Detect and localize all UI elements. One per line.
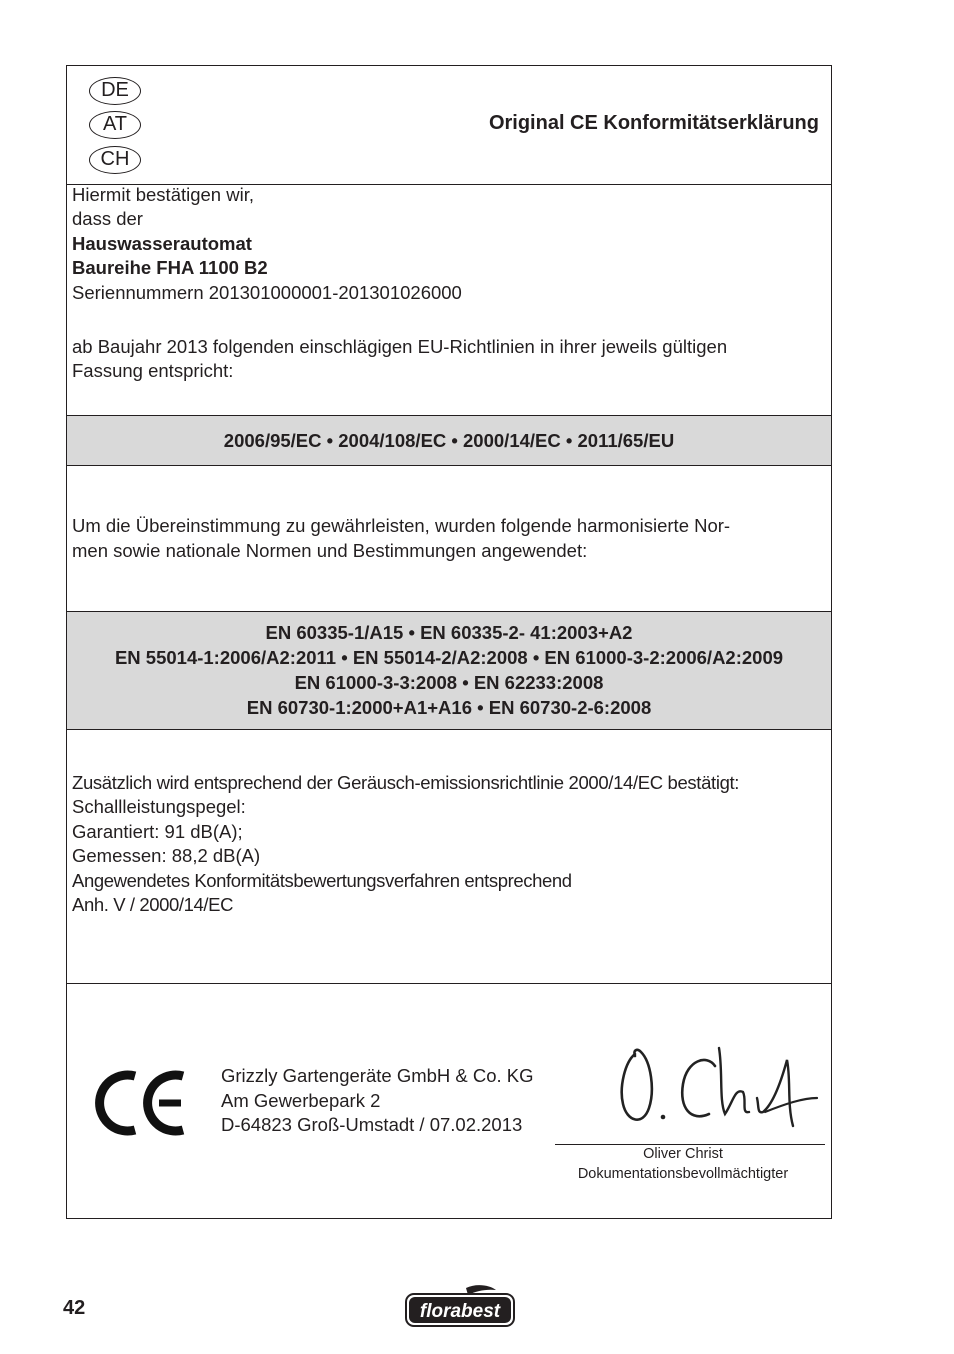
product-series: Baureihe FHA 1100 B2 <box>72 257 268 278</box>
noise-guaranteed: Garantiert: 91 dB(A); <box>72 821 243 842</box>
intro-section <box>67 184 831 415</box>
noise-line-1: Zusätzlich wird entsprechend der Geräusch-emissionsrichtlinie 2000/14/EC bestätigt: <box>72 772 740 793</box>
signatory-role: Dokumentationsbevollmächtigter <box>577 1165 789 1182</box>
declaration-frame <box>66 65 832 1219</box>
country-badge-ch: CH <box>89 146 141 174</box>
norms-line-2: EN 55014-1:2006/A2:2011 • EN 55014-2/A2:2008 • EN 61000-3-2:2006/A2:2009 <box>114 647 784 668</box>
directives-section <box>67 415 831 465</box>
directives-list: 2006/95/EC • 2004/108/EC • 2000/14/EC • 2011/65/EU <box>223 430 675 451</box>
intro-text-1: ab Baujahr 2013 folgenden einschlägigen EU-Richtlinien in ihrer jeweils gültigen <box>72 336 728 357</box>
florabest-logo <box>404 1284 516 1328</box>
page-number: 42 <box>63 1297 86 1319</box>
handwritten-signature <box>615 1042 821 1142</box>
norms-intro-section <box>67 465 831 611</box>
company-name: Grizzly Gartengeräte GmbH & Co. KG <box>221 1065 534 1086</box>
norms-intro-line-2: men sowie nationale Normen und Bestimmungen angewendet: <box>72 540 588 561</box>
noise-section <box>67 729 831 983</box>
document-title: Original CE Konformitätserklärung <box>488 112 819 134</box>
intro-line-1: Hiermit bestätigen wir, <box>72 184 254 205</box>
signature-section <box>67 983 831 1219</box>
noise-line-2: Schallleistungspegel: <box>72 796 246 817</box>
product-name: Hauswasserautomat <box>72 233 252 254</box>
norms-line-3: EN 61000-3-3:2008 • EN 62233:2008 <box>294 672 604 693</box>
intro-line-2: dass der <box>72 208 143 229</box>
norms-line-4: EN 60730-1:2000+A1+A16 • EN 60730-2-6:2008 <box>246 697 652 718</box>
company-city-date: D-64823 Groß-Umstadt / 07.02.2013 <box>221 1114 523 1135</box>
norms-intro-line-1: Um die Übereinstimmung zu gewährleisten, wurden folgende harmonisierte Nor- <box>72 515 731 536</box>
company-street: Am Gewerbepark 2 <box>221 1089 381 1111</box>
noise-measured: Gemessen: 88,2 dB(A) <box>72 845 261 866</box>
country-badge-de: DE <box>89 77 141 105</box>
serial-numbers: Seriennummern 201301000001-201301026000 <box>72 282 462 303</box>
country-badge-at: AT <box>89 111 141 139</box>
norms-section <box>67 611 831 729</box>
ce-mark-icon <box>95 1068 189 1138</box>
noise-line-5: Angewendetes Konformitätsbewertungsverfahren entsprechend <box>72 870 572 891</box>
brand-wordmark: florabest <box>419 1301 501 1322</box>
intro-text-2: Fassung entspricht: <box>72 360 234 381</box>
company-address <box>221 1064 534 1138</box>
noise-line-6: Anh. V / 2000/14/EC <box>72 894 234 915</box>
header-section <box>67 66 831 184</box>
signatory-block <box>555 1145 811 1184</box>
signatory-name: Oliver Christ <box>643 1146 723 1162</box>
norms-line-1: EN 60335-1/A15 • EN 60335-2- 41:2003+A2 <box>265 622 633 643</box>
